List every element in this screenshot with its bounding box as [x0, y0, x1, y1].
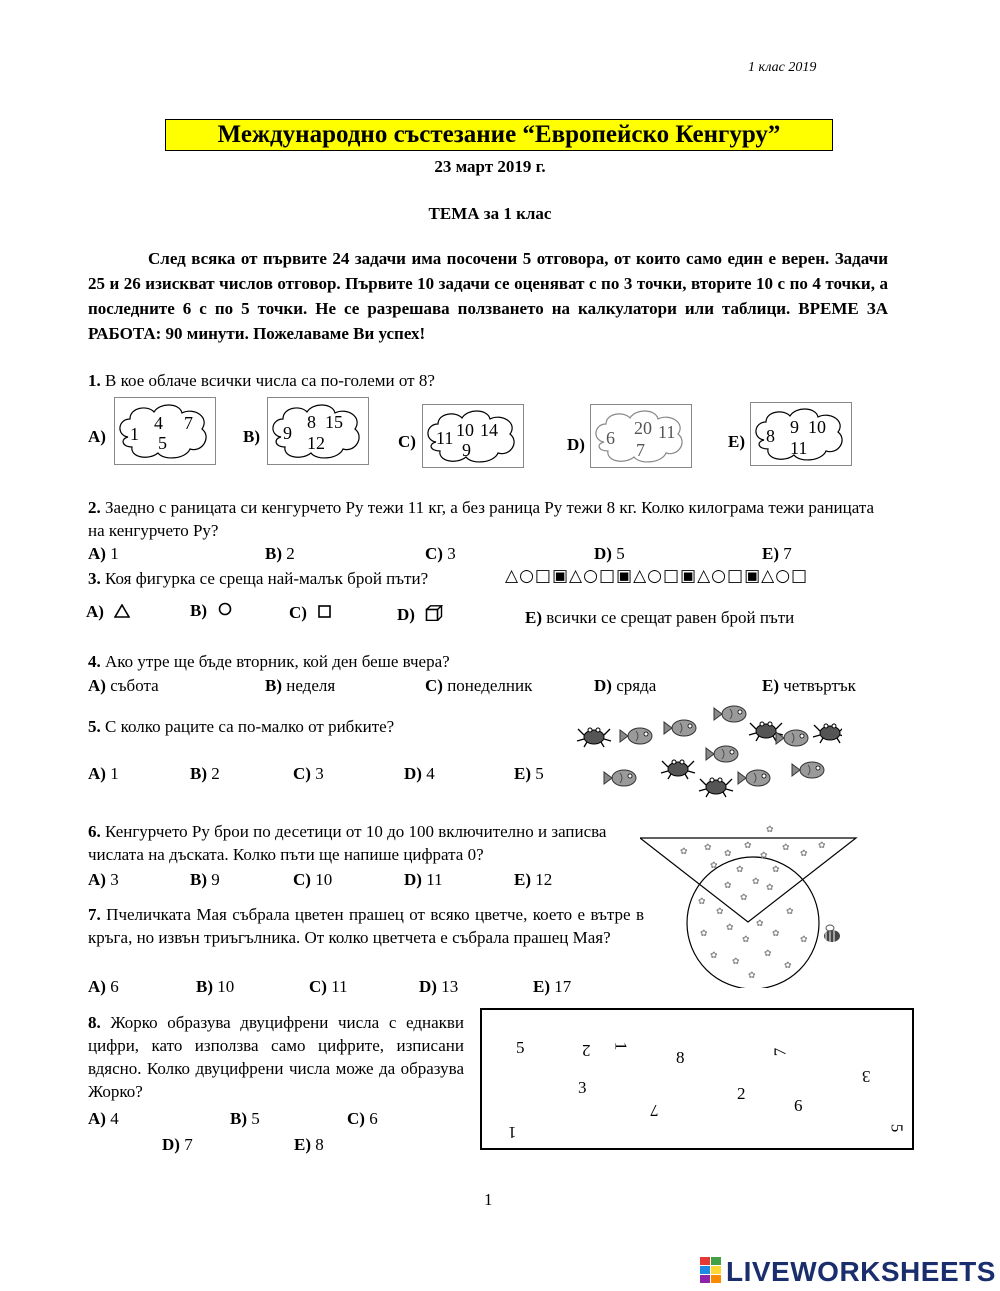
q4-option-e[interactable]: E) четвъртък: [762, 676, 856, 695]
question-text: В кое облаче всички числа са по-големи от 8?: [105, 371, 435, 390]
q2-option-c[interactable]: C) 3: [425, 544, 456, 563]
question-text: Заедно с раницата си кенгурчето Ру тежи 11 кг, а без раница Ру тежи 8 кг. Колко килограма тежи раницата на кенгурчето Ру?: [88, 498, 875, 540]
q7-option-e[interactable]: E) 17: [533, 977, 572, 996]
question-number: 1.: [88, 371, 101, 390]
svg-text:✿: ✿: [772, 865, 780, 875]
question-text: Ако утре ще бъде вторник, кой ден беше вчера?: [105, 652, 450, 671]
q6-option-b[interactable]: B) 9: [190, 870, 220, 889]
cloud-d[interactable]: 6 20 11 7: [590, 404, 692, 468]
q7-option-b[interactable]: B) 10: [196, 977, 235, 996]
svg-text:✿: ✿: [716, 907, 724, 917]
q3-option-d[interactable]: D): [397, 604, 443, 626]
q5-option-e[interactable]: E) 5: [514, 764, 544, 783]
cloud-c[interactable]: 11 10 14 9: [422, 404, 524, 468]
q2-option-a[interactable]: A) 1: [88, 544, 119, 563]
svg-text:✿: ✿: [700, 929, 708, 939]
q8-option-b[interactable]: B) 5: [230, 1109, 260, 1128]
q5-option-d[interactable]: D) 4: [404, 764, 435, 783]
page-number: 1: [484, 1190, 493, 1209]
circle-icon: [217, 602, 233, 616]
theme: ТЕМА за 1 клас: [428, 204, 552, 223]
q4-option-c[interactable]: C) понеделник: [425, 676, 533, 695]
question-text: Жорко образува двуцифрени числа с еднакви цифри, като използва само цифрите, изписани вдясно. Колко двуцифрени числа може да образува Жорко?: [88, 1013, 465, 1101]
svg-text:✿: ✿: [782, 843, 790, 853]
svg-text:✿: ✿: [724, 849, 732, 859]
question-7: 7. Пчеличката Мая събрала цветен прашец от всяко цветче, което е вътре в кръга, но извън триъгълника. От колко цветчета е събрала прашец Мая?: [88, 905, 644, 947]
svg-text:✿: ✿: [748, 971, 756, 981]
svg-text:✿: ✿: [784, 961, 792, 971]
cloud-a[interactable]: 1 4 7 5: [114, 397, 216, 465]
svg-text:✿: ✿: [698, 897, 706, 907]
q2-option-d[interactable]: D) 5: [594, 544, 625, 563]
digits-box: 5 2 1 8 7 3 3 7 2 6 1 5: [480, 1008, 914, 1150]
q3-option-a[interactable]: A): [86, 601, 130, 623]
svg-text:✿: ✿: [744, 841, 752, 851]
triangle-circle-diagram: [640, 818, 870, 988]
svg-text:✿: ✿: [736, 865, 744, 875]
q3-option-b[interactable]: B): [190, 600, 233, 622]
svg-text:✿: ✿: [680, 847, 688, 857]
q1-option-b-label[interactable]: B): [243, 427, 260, 446]
q7-option-a[interactable]: A) 6: [88, 977, 119, 996]
svg-text:✿: ✿: [786, 907, 794, 917]
svg-text:✿: ✿: [724, 881, 732, 891]
svg-text:✿: ✿: [766, 825, 774, 835]
q6-option-d[interactable]: D) 11: [404, 870, 443, 889]
page-title: Международно състезание “Европейско Кенгуру”: [165, 119, 833, 151]
q3-option-c[interactable]: C): [289, 602, 333, 624]
triangle-icon: [114, 604, 130, 618]
q6-option-c[interactable]: C) 10: [293, 870, 333, 889]
q7-option-c[interactable]: C) 11: [309, 977, 348, 996]
cloud-b[interactable]: 9 8 15 12: [267, 397, 369, 465]
svg-text:✿: ✿: [800, 935, 808, 945]
svg-text:✿: ✿: [756, 919, 764, 929]
svg-text:✿: ✿: [710, 861, 718, 871]
svg-text:✿: ✿: [766, 883, 774, 893]
question-8: 8. Жорко образува двуцифрени числа с еднакви цифри, като използва само цифрите, изписани вдясно. Колко двуцифрени числа може да образува Жорко?: [88, 1013, 465, 1101]
q8-option-c[interactable]: C) 6: [347, 1109, 378, 1128]
grade-year: 1 клас 2019: [748, 60, 817, 75]
q8-option-d[interactable]: D) 7: [162, 1135, 193, 1154]
q1-option-c-label[interactable]: C): [398, 432, 416, 451]
svg-text:✿: ✿: [772, 929, 780, 939]
intro-paragraph: След всяка от първите 24 задачи има посочени 5 отговора, от които само един е верен. Задачи 25 и 26 изискват числов отговор. Първите 10 задачи се оценяват с по 3 точки, вторите 10 с по 4 точки, а последните 6 с по 5 точки. Не се разрешава ползването на калкулатори или таблици. ВРЕМЕ ЗА РАБОТА: 90 минути. Пожелаваме Ви успех!: [88, 249, 888, 343]
svg-text:✿: ✿: [818, 841, 826, 851]
svg-text:✿: ✿: [760, 851, 768, 861]
cube-icon: [425, 605, 443, 621]
q2-option-b[interactable]: B) 2: [265, 544, 295, 563]
question-text: Пчеличката Мая събрала цветен прашец от всяко цветче, което е вътре в кръга, но извън триъгълника. От колко цветчета е събрала прашец Мая?: [88, 905, 644, 947]
svg-text:✿: ✿: [710, 951, 718, 961]
date: 23 март 2019 г.: [434, 157, 546, 176]
bee-icon: [824, 925, 840, 942]
q3-option-e[interactable]: E) всички се срещат равен брой пъти: [525, 608, 795, 627]
square-icon: [317, 604, 333, 618]
q5-option-c[interactable]: C) 3: [293, 764, 324, 783]
svg-text:✿: ✿: [742, 935, 750, 945]
q8-option-a[interactable]: A) 4: [88, 1109, 119, 1128]
question-1: [88, 369, 435, 392]
q1-option-a-label[interactable]: A): [88, 427, 106, 446]
q1-option-e-label[interactable]: E): [728, 432, 745, 451]
question-5: 5. С колко раците са по-малко от рибките?: [88, 717, 395, 736]
question-4: 4. Ако утре ще бъде вторник, кой ден беше вчера?: [88, 652, 450, 671]
q4-option-b[interactable]: B) неделя: [265, 676, 336, 695]
svg-text:✿: ✿: [764, 949, 772, 959]
q4-option-d[interactable]: D) сряда: [594, 676, 657, 695]
question-6: 6. Кенгурчето Ру брои по десетици от 10 до 100 включително и записва числата на дъската. Колко пъти ще напише цифрата 0?: [88, 822, 607, 864]
q6-option-e[interactable]: E) 12: [514, 870, 553, 889]
logo-icon: [700, 1257, 722, 1285]
svg-text:✿: ✿: [732, 957, 740, 967]
q2-option-e[interactable]: E) 7: [762, 544, 792, 563]
q5-option-b[interactable]: B) 2: [190, 764, 220, 783]
q4-option-a[interactable]: A) събота: [88, 676, 159, 695]
liveworksheets-logo: LIVEWORKSHEETS: [700, 1256, 996, 1288]
svg-text:✿: ✿: [752, 877, 760, 887]
svg-text:✿: ✿: [740, 893, 748, 903]
q5-option-a[interactable]: A) 1: [88, 764, 119, 783]
q1-option-d-label[interactable]: D): [567, 435, 585, 454]
svg-text:✿: ✿: [704, 843, 712, 853]
q6-option-a[interactable]: A) 3: [88, 870, 119, 889]
fish-crabs-illustration: [572, 697, 842, 809]
q8-option-e[interactable]: E) 8: [294, 1135, 324, 1154]
question-text: С колко раците са по-малко от рибките?: [105, 717, 395, 736]
q7-option-d[interactable]: D) 13: [419, 977, 459, 996]
shape-sequence: △○□▣△○□▣△○□▣△○□▣△○□: [505, 566, 809, 586]
question-3: 3. Коя фигурка се среща най-малък брой пъти?: [88, 569, 429, 588]
question-text: Коя фигурка се среща най-малък брой пъти?: [105, 569, 429, 588]
svg-text:✿: ✿: [726, 923, 734, 933]
svg-text:✿: ✿: [800, 849, 808, 859]
question-text: Кенгурчето Ру брои по десетици от 10 до 100 включително и записва числата на дъската. Колко пъти ще напише цифрата 0?: [88, 822, 607, 864]
question-2: 2. Заедно с раницата си кенгурчето Ру тежи 11 кг, а без раница Ру тежи 8 кг. Колко килограма тежи раницата на кенгурчето Ру?: [88, 498, 875, 540]
cloud-e[interactable]: 8 9 10 11: [750, 402, 852, 466]
